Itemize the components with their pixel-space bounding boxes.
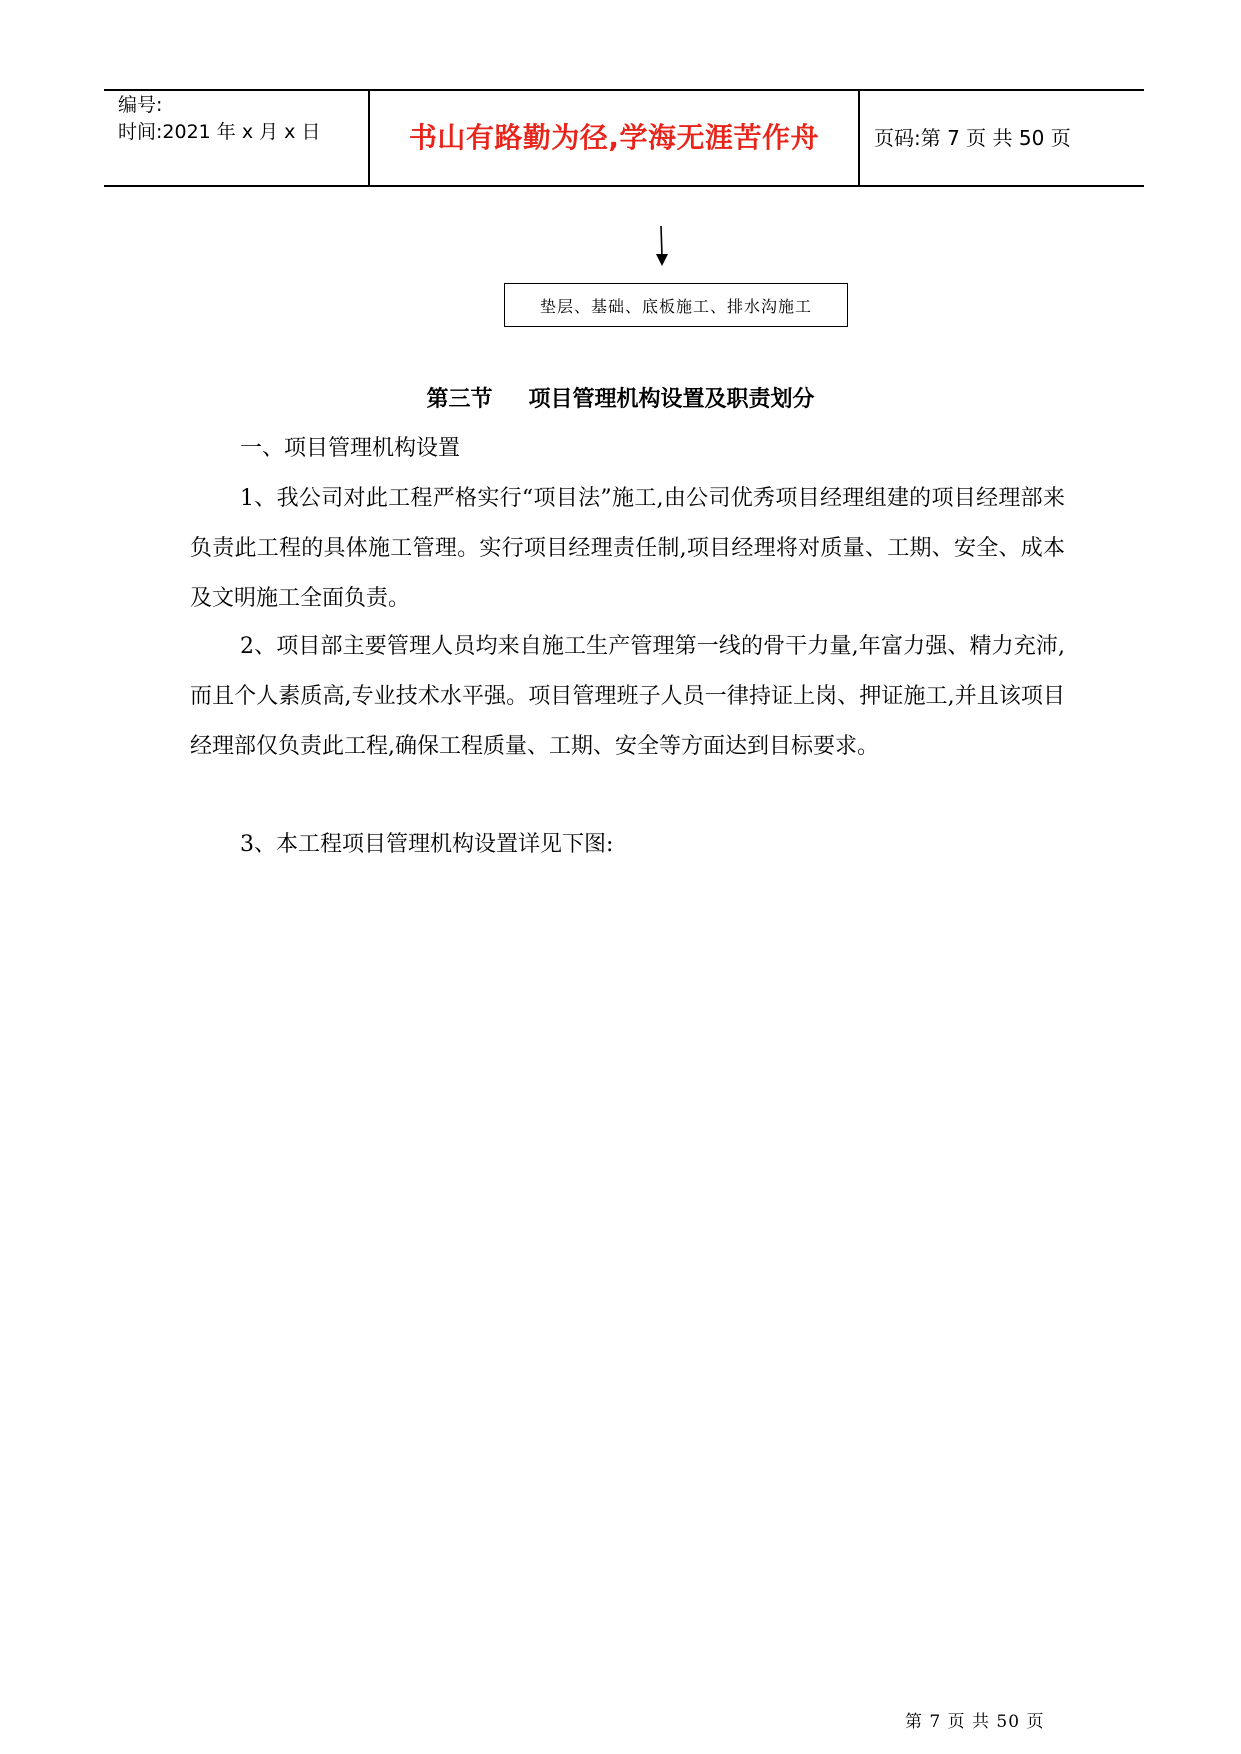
serial-label: 编号: (118, 94, 163, 116)
paragraph-1: 1、我公司对此工程严格实行“项目法”施工,由公司优秀项目经理组建的项目经理部来负责此工程的具体施工管理。实行项目经理责任制,项目经理将对质量、工期、安全、成本及文明施工全面负责。 (190, 486, 1065, 611)
flow-step-text: 垫层、基础、底板施工、排水沟施工 (539, 296, 812, 316)
section-number: 第三节 (426, 386, 493, 412)
header-page-number: 页码:第 7 页 共 50 页 (874, 126, 1071, 150)
header-meta-cell (104, 91, 370, 185)
motto-text: 书山有路勤为径,学海无涯苦作舟 (408, 121, 820, 154)
flow-step-box (504, 283, 848, 327)
section-heading (0, 384, 1241, 414)
header-page-cell (860, 91, 1144, 185)
page-header (104, 89, 1144, 187)
flow-arrow-down-icon (655, 226, 669, 266)
paragraph-2: 2、项目部主要管理人员均来自施工生产管理第一线的骨干力量,年富力强、精力充沛,而且个人素质高,专业技术水平强。项目管理班子人员一律持证上岗、押证施工,并且该项目经理部仅负责此工程,确保工程质量、工期、安全等方面达到目标要求。 (190, 634, 1065, 759)
paragraph-3: 3、本工程项目管理机构设置详见下图: (240, 832, 614, 857)
footer-page-number: 第 7 页 共 50 页 (905, 1712, 1045, 1732)
section-title: 项目管理机构设置及职责划分 (528, 386, 815, 412)
header-motto-cell (370, 91, 860, 185)
sub-heading: 一、项目管理机构设置 (240, 436, 461, 461)
time-label: 时间:2021 年 x 月 x 日 (118, 121, 321, 143)
